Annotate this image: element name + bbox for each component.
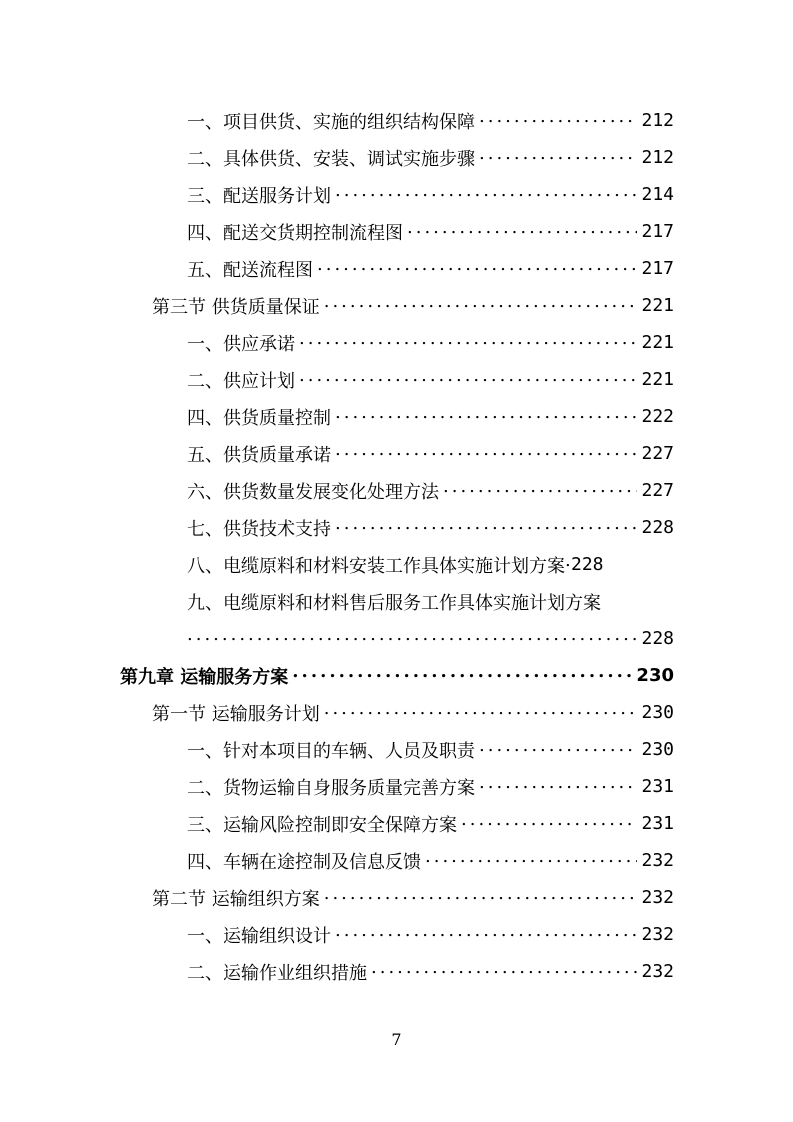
toc-entry[interactable] [187, 953, 674, 990]
toc-entry-label: 四、配送交货期控制流程图 [187, 222, 403, 244]
toc-entry[interactable] [187, 324, 674, 361]
dot-leader [335, 924, 637, 946]
toc-entry-page: 230 [641, 702, 674, 723]
toc-entry-page: 228 [641, 628, 674, 649]
toc-entry-label: 二、运输作业组织措施 [187, 962, 367, 984]
toc-entry-label: 二、具体供货、安装、调试实施步骤 [187, 148, 475, 170]
toc-chapter-entry[interactable] [120, 657, 674, 694]
toc-entry-page: 228 [641, 517, 674, 538]
toc-entry-page: 232 [641, 850, 674, 871]
toc-entry-page: 232 [641, 924, 674, 945]
dot-leader [299, 332, 637, 354]
dot-leader [371, 961, 637, 983]
toc-entry-label: 五、配送流程图 [187, 259, 313, 281]
dot-leader [461, 813, 637, 835]
toc-entry[interactable] [187, 805, 674, 842]
toc-entry-page: 221 [641, 369, 674, 390]
toc-entry-label: 一、项目供货、实施的组织结构保障 [187, 111, 475, 133]
toc-entry-page: 230 [641, 739, 674, 760]
toc-entry-page: 221 [641, 295, 674, 316]
dot-leader [565, 554, 571, 576]
toc-entry-label: 二、货物运输自身服务质量完善方案 [187, 777, 475, 799]
toc-entry[interactable] [187, 213, 674, 250]
toc-entry-page: 217 [641, 221, 674, 242]
dot-leader [187, 628, 637, 650]
toc-entry[interactable] [187, 250, 674, 287]
toc-entry-label: 四、车辆在途控制及信息反馈 [187, 851, 421, 873]
dot-leader [335, 406, 637, 428]
toc-entry[interactable] [187, 139, 674, 176]
dot-leader [479, 147, 637, 169]
dot-leader [324, 702, 638, 724]
toc-entry-page: 217 [641, 258, 674, 279]
toc-entry[interactable] [187, 176, 674, 213]
toc-entry-label: 六、供货数量发展变化处理方法 [187, 481, 439, 503]
page-number: 7 [391, 1030, 402, 1049]
toc-entry-page: 221 [641, 332, 674, 353]
toc-entry-page: 232 [641, 887, 674, 908]
toc-entry-label: 第二节 运输组织方案 [152, 888, 320, 910]
toc-entry-page: 232 [641, 961, 674, 982]
toc-entry-page: 222 [641, 406, 674, 427]
toc-entry-page: 231 [641, 776, 674, 797]
dot-leader [292, 665, 632, 687]
toc-entry[interactable] [187, 361, 674, 398]
toc-entry-label: 第九章 运输服务方案 [120, 666, 289, 688]
toc-entry-label: 三、运输风险控制即安全保障方案 [187, 814, 457, 836]
toc-entry-label: 四、供货质量控制 [187, 407, 331, 429]
toc-entry-page: 212 [641, 110, 674, 131]
dot-leader [479, 739, 637, 761]
toc-section-entry[interactable] [152, 879, 674, 916]
toc-entry[interactable] [187, 731, 674, 768]
toc-entry-page: 227 [641, 443, 674, 464]
toc-entry-label: 三、配送服务计划 [187, 185, 331, 207]
toc-entry-page: 230 [636, 665, 674, 686]
dot-leader [479, 776, 637, 798]
dot-leader [324, 295, 638, 317]
toc-entry-label: 一、针对本项目的车辆、人员及职责 [187, 740, 475, 762]
dot-leader [425, 850, 637, 872]
dot-leader [407, 221, 637, 243]
dot-leader [317, 258, 637, 280]
toc-entry-page: 214 [641, 184, 674, 205]
toc-entry-page: 228 [571, 554, 604, 575]
dot-leader [324, 887, 638, 909]
toc-section-entry[interactable] [152, 287, 674, 324]
dot-leader [335, 443, 637, 465]
toc-entry[interactable] [187, 509, 674, 546]
dot-leader [479, 110, 637, 132]
toc-entry[interactable] [187, 472, 674, 509]
toc-entry-wrapped-leader[interactable] [187, 620, 674, 657]
dot-leader [443, 480, 637, 502]
toc-entry-label: 一、供应承诺 [187, 333, 295, 355]
toc-entry[interactable] [187, 916, 674, 953]
toc-entry-wrapped-label[interactable] [187, 583, 674, 620]
toc-entry[interactable] [187, 546, 674, 583]
toc-entry-page: 212 [641, 147, 674, 168]
toc-entry-label: 九、电缆原料和材料售后服务工作具体实施计划方案 [187, 592, 601, 614]
toc-entry[interactable] [187, 842, 674, 879]
toc-section-entry[interactable] [152, 694, 674, 731]
toc-entry-label: 五、供货质量承诺 [187, 444, 331, 466]
toc-entry-label: 八、电缆原料和材料安装工作具体实施计划方案 [187, 555, 565, 577]
toc-entry-label: 二、供应计划 [187, 370, 295, 392]
dot-leader [299, 369, 637, 391]
toc-entry[interactable] [187, 102, 674, 139]
toc-entry-label: 第一节 运输服务计划 [152, 703, 320, 725]
toc-entry-label: 七、供货技术支持 [187, 518, 331, 540]
toc-entry-page: 227 [641, 480, 674, 501]
toc-entry[interactable] [187, 435, 674, 472]
dot-leader [335, 517, 637, 539]
toc-entry-label: 一、运输组织设计 [187, 925, 331, 947]
toc-entry-label: 第三节 供货质量保证 [152, 296, 320, 318]
toc-entry[interactable] [187, 768, 674, 805]
toc-entry-page: 231 [641, 813, 674, 834]
dot-leader [335, 184, 637, 206]
toc-entry[interactable] [187, 398, 674, 435]
